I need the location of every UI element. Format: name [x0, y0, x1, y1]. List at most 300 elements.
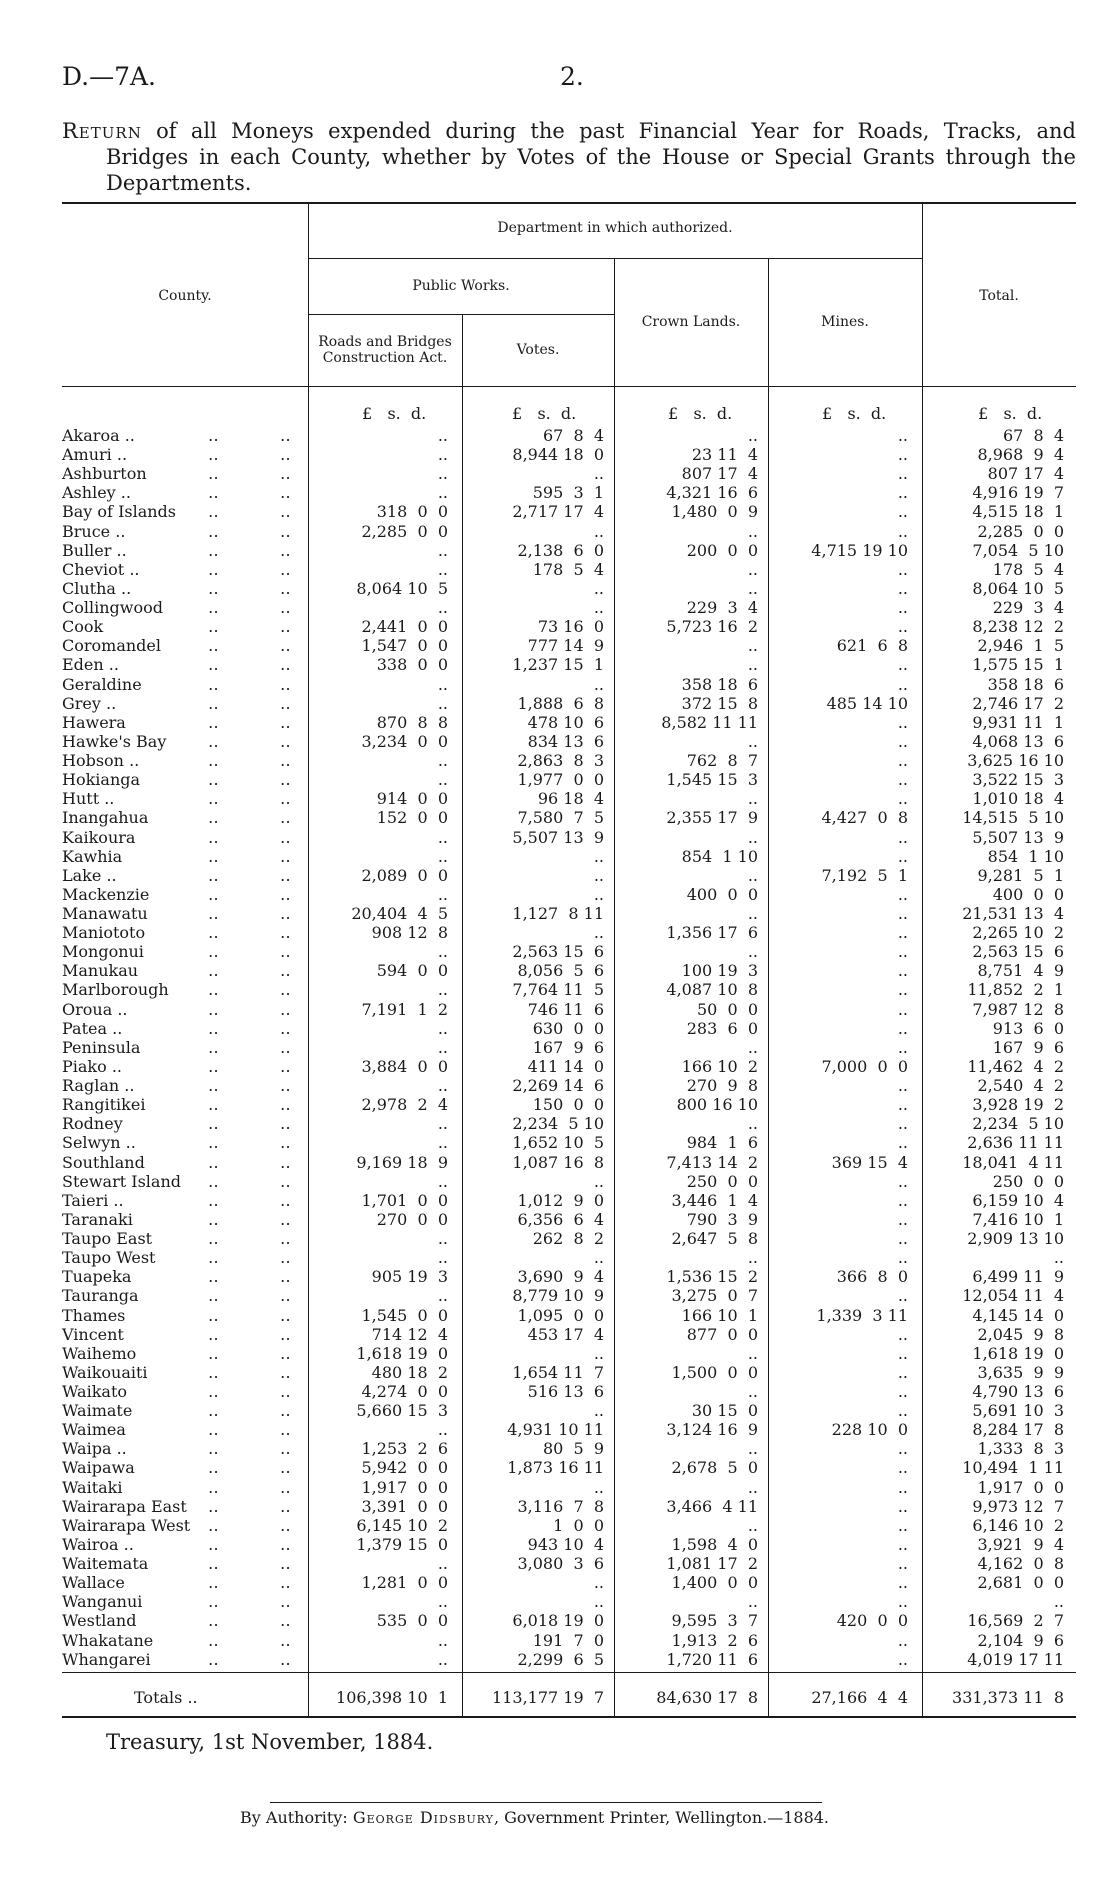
cell-mines: ..	[897, 1363, 908, 1382]
cell-total: 400 0 0	[992, 885, 1064, 904]
cell-crown: 358 18 6	[681, 675, 758, 694]
leader-dots: ․․	[208, 1286, 219, 1305]
cell-rb: ..	[437, 1592, 448, 1611]
cell-rb: ..	[437, 1229, 448, 1248]
leader-dots: ․․	[280, 1535, 291, 1554]
leader-dots: ․․	[280, 1401, 291, 1420]
leader-dots: ․․	[280, 598, 291, 617]
cell-rb: 5,942 0 0	[361, 1458, 448, 1477]
leader-dots: ․․	[280, 1650, 291, 1669]
cell-votes: 1,652 10 5	[512, 1133, 604, 1152]
leader-dots: ․․	[280, 1267, 291, 1286]
cell-crown: 1,598 4 0	[671, 1535, 758, 1554]
cell-mines: ..	[897, 1439, 908, 1458]
leader-dots: ․․	[280, 1306, 291, 1325]
cell-rb: ..	[437, 847, 448, 866]
totals-total: 331,373 11 8	[952, 1688, 1064, 1707]
leader-dots: ․․	[208, 1133, 219, 1152]
cell-crown: ..	[747, 1038, 758, 1057]
leader-dots: ․․	[280, 732, 291, 751]
county-name: Whangarei	[62, 1650, 151, 1669]
votes-header: Votes.	[516, 342, 560, 358]
leader-dots: ․․	[280, 1095, 291, 1114]
cell-rb: 2,441 0 0	[361, 617, 448, 636]
leader-dots: ․․	[280, 1000, 291, 1019]
cell-rb: ..	[437, 1076, 448, 1095]
cell-crown: 762 8 7	[686, 751, 758, 770]
cell-total: 250 0 0	[992, 1172, 1064, 1191]
cell-crown: 30 15 0	[691, 1401, 758, 1420]
leader-dots: ․․	[280, 980, 291, 999]
cell-votes: 8,056 5 6	[517, 961, 604, 980]
cell-total: 3,522 15 3	[972, 770, 1064, 789]
cell-rb: 6,145 10 2	[356, 1516, 448, 1535]
pw-rule	[308, 314, 614, 315]
cell-mines: 420 0 0	[836, 1611, 908, 1630]
cell-mines: ..	[897, 713, 908, 732]
cell-total: 18,041 4 11	[962, 1153, 1064, 1172]
cell-rb: 2,089 0 0	[361, 866, 448, 885]
leader-dots: ․․	[280, 1420, 291, 1439]
roads-bridges-header: Roads and Bridges Construction Act.	[318, 334, 452, 366]
county-name: Inangahua	[62, 808, 149, 827]
cell-crown: 100 19 3	[681, 961, 758, 980]
cell-crown: 790 3 9	[686, 1210, 758, 1229]
cell-total: 7,987 12 8	[972, 1000, 1064, 1019]
cell-mines: ..	[897, 464, 908, 483]
leader-dots: ․․	[280, 445, 291, 464]
cell-mines: ..	[897, 732, 908, 751]
cell-mines: 369 15 4	[831, 1153, 908, 1172]
crown-lands-header: Crown Lands.	[641, 314, 741, 330]
county-name: Eden ..	[62, 655, 119, 674]
cell-rb: 1,701 0 0	[361, 1191, 448, 1210]
cell-rb: 1,618 19 0	[356, 1344, 448, 1363]
cell-votes: 8,779 10 9	[512, 1286, 604, 1305]
totals-top-rule	[62, 1672, 1076, 1673]
cell-mines: ..	[897, 1535, 908, 1554]
leader-dots: ․․	[280, 1439, 291, 1458]
leader-dots: ․․	[208, 1420, 219, 1439]
county-name: Tuapeka	[62, 1267, 132, 1286]
cell-votes: 1,873 16 11	[507, 1458, 604, 1477]
cell-rb: 152 0 0	[376, 808, 448, 827]
cell-total: 12,054 11 4	[962, 1286, 1064, 1305]
cell-votes: 178 5 4	[532, 560, 604, 579]
cell-mines: ..	[897, 675, 908, 694]
cell-votes: ..	[593, 598, 604, 617]
leader-dots: ․․	[208, 1631, 219, 1650]
leader-dots: ․․	[280, 1382, 291, 1401]
cell-total: 4,068 13 6	[972, 732, 1064, 751]
county-name: Hawera	[62, 713, 126, 732]
leader-dots: ․․	[208, 1344, 219, 1363]
leader-dots: ․․	[280, 942, 291, 961]
cell-votes: 630 0 0	[532, 1019, 604, 1038]
leader-dots: ․․	[208, 789, 219, 808]
cell-crown: 50 0 0	[696, 1000, 758, 1019]
leader-dots: ․․	[208, 1592, 219, 1611]
cell-total: 2,563 15 6	[972, 942, 1064, 961]
cell-total: 1,917 0 0	[977, 1478, 1064, 1497]
cell-rb: 3,234 0 0	[361, 732, 448, 751]
cell-rb: 2,978 2 4	[361, 1095, 448, 1114]
leader-dots: ․․	[280, 1153, 291, 1172]
cell-mines: ..	[897, 1172, 908, 1191]
public-works-header: Public Works.	[412, 278, 510, 294]
cell-total: 14,515 5 10	[962, 808, 1064, 827]
cell-mines: ..	[897, 1478, 908, 1497]
cell-votes: 834 13 6	[527, 732, 604, 751]
units-total: £ s. d.	[978, 404, 1043, 423]
leader-dots: ․․	[280, 828, 291, 847]
cell-rb: 8,064 10 5	[356, 579, 448, 598]
cell-total: 4,145 14 0	[972, 1306, 1064, 1325]
cell-mines: ..	[897, 1573, 908, 1592]
county-name: Taupo West	[62, 1248, 156, 1267]
cell-rb: 714 12 4	[371, 1325, 448, 1344]
leader-dots: ․․	[208, 808, 219, 827]
leader-dots: ․․	[280, 1363, 291, 1382]
cell-crown: ..	[747, 560, 758, 579]
cell-total: 3,635 9 9	[977, 1363, 1064, 1382]
cell-votes: 73 16 0	[537, 617, 604, 636]
cell-mines: ..	[897, 1325, 908, 1344]
leader-dots: ․․	[280, 694, 291, 713]
leader-dots: ․․	[280, 713, 291, 732]
county-name: Mackenzie	[62, 885, 150, 904]
county-name: Hobson ..	[62, 751, 140, 770]
cell-total: 178 5 4	[992, 560, 1064, 579]
leader-dots: ․․	[208, 1611, 219, 1630]
cell-crown: 984 1 6	[686, 1133, 758, 1152]
cell-votes: 191 7 0	[532, 1631, 604, 1650]
leader-dots: ․․	[208, 1114, 219, 1133]
leader-dots: ․․	[208, 1248, 219, 1267]
cell-rb: ..	[437, 1019, 448, 1038]
cell-mines: 228 10 0	[831, 1420, 908, 1439]
cell-total: 1,010 18 4	[972, 789, 1064, 808]
title-line1: of all Moneys expended during the past Financial Year for Roads, Tracks, and	[141, 119, 1076, 143]
cell-mines: ..	[897, 885, 908, 904]
cell-rb: ..	[437, 675, 448, 694]
cell-total: 2,946 1 5	[977, 636, 1064, 655]
leader-dots: ․․	[280, 1057, 291, 1076]
cell-votes: ..	[593, 1344, 604, 1363]
leader-dots: ․․	[208, 617, 219, 636]
leader-dots: ․․	[280, 1076, 291, 1095]
cell-rb: ..	[437, 1114, 448, 1133]
mines-header: Mines.	[821, 314, 869, 330]
cell-votes: 516 13 6	[527, 1382, 604, 1401]
cell-mines: ..	[897, 961, 908, 980]
cell-rb: 338 0 0	[376, 655, 448, 674]
cell-total: 6,159 10 4	[972, 1191, 1064, 1210]
cell-mines: ..	[897, 522, 908, 541]
cell-rb: 5,660 15 3	[356, 1401, 448, 1420]
cell-crown: 1,500 0 0	[671, 1363, 758, 1382]
cell-crown: ..	[747, 1114, 758, 1133]
cell-mines: ..	[897, 942, 908, 961]
cell-rb: ..	[437, 751, 448, 770]
cell-mines: ..	[897, 1554, 908, 1573]
county-name: Waimate	[62, 1401, 133, 1420]
leader-dots: ․․	[280, 617, 291, 636]
cell-crown: 2,355 17 9	[666, 808, 758, 827]
leader-dots: ․․	[208, 1516, 219, 1535]
cell-rb: 2,285 0 0	[361, 522, 448, 541]
cell-total: 1,618 19 0	[972, 1344, 1064, 1363]
cell-crown: 807 17 4	[681, 464, 758, 483]
county-name: Wairarapa West	[62, 1516, 191, 1535]
cell-rb: 3,391 0 0	[361, 1497, 448, 1516]
cell-votes: 7,580 7 5	[517, 808, 604, 827]
leader-dots: ․․	[280, 655, 291, 674]
cell-rb: ..	[437, 1038, 448, 1057]
leader-dots: ․․	[208, 1019, 219, 1038]
cell-mines: ..	[897, 1382, 908, 1401]
county-name: Kaikoura	[62, 828, 136, 847]
cell-total: 3,625 16 10	[967, 751, 1064, 770]
county-name: Piako ..	[62, 1057, 123, 1076]
cell-rb: 914 0 0	[376, 789, 448, 808]
county-name: Cheviot ..	[62, 560, 140, 579]
cell-total: 8,238 12 2	[972, 617, 1064, 636]
leader-dots: ․․	[280, 1592, 291, 1611]
cell-total: 1,575 15 1	[972, 655, 1064, 674]
county-name: Cook	[62, 617, 104, 636]
county-name: Patea ..	[62, 1019, 123, 1038]
county-name: Ashburton	[62, 464, 147, 483]
leader-dots: ․․	[280, 885, 291, 904]
cell-total: 8,968 9 4	[977, 445, 1064, 464]
cell-mines: ..	[897, 1650, 908, 1669]
cell-crown: ..	[747, 1344, 758, 1363]
cell-rb: 1,281 0 0	[361, 1573, 448, 1592]
leader-dots: ․․	[280, 1344, 291, 1363]
county-name: Rangitikei	[62, 1095, 146, 1114]
county-name: Marlborough	[62, 980, 169, 999]
cell-crown: 2,678 5 0	[671, 1458, 758, 1477]
cell-votes: ..	[593, 1172, 604, 1191]
cell-total: 9,281 5 1	[977, 866, 1064, 885]
county-name: Waitemata	[62, 1554, 149, 1573]
cell-votes: 2,269 14 6	[512, 1076, 604, 1095]
cell-rb: ..	[437, 770, 448, 789]
cell-mines: ..	[897, 1133, 908, 1152]
leader-dots: ․․	[208, 1210, 219, 1229]
leader-dots: ․․	[280, 1611, 291, 1630]
cell-total: 2,045 9 8	[977, 1325, 1064, 1344]
cell-total: 16,569 2 7	[967, 1611, 1064, 1630]
leader-dots: ․․	[208, 1650, 219, 1669]
cell-mines: ..	[897, 923, 908, 942]
cell-crown: 1,400 0 0	[671, 1573, 758, 1592]
cell-crown: ..	[747, 1382, 758, 1401]
leader-dots: ․․	[280, 1325, 291, 1344]
cell-mines: ..	[897, 502, 908, 521]
cell-crown: ..	[747, 655, 758, 674]
cell-mines: ..	[897, 483, 908, 502]
county-name: Waipa ..	[62, 1439, 127, 1458]
cell-crown: ..	[747, 942, 758, 961]
cell-mines: ..	[897, 1229, 908, 1248]
cell-votes: 6,356 6 4	[517, 1210, 604, 1229]
cell-mines: ..	[897, 1095, 908, 1114]
leader-dots: ․․	[208, 1325, 219, 1344]
cell-mines: ..	[897, 980, 908, 999]
cell-votes: 2,717 17 4	[512, 502, 604, 521]
cell-rb: 3,884 0 0	[361, 1057, 448, 1076]
cell-votes: 1,095 0 0	[517, 1306, 604, 1325]
cell-votes: ..	[593, 579, 604, 598]
county-name: Mongonui	[62, 942, 144, 961]
leader-dots: ․․	[208, 483, 219, 502]
county-name: Hawke's Bay	[62, 732, 167, 751]
cell-rb: 480 18 2	[371, 1363, 448, 1382]
leader-dots: ․․	[208, 1497, 219, 1516]
county-name: Bay of Islands	[62, 502, 177, 521]
cell-total: 2,909 13 10	[967, 1229, 1064, 1248]
cell-rb: 318 0 0	[376, 502, 448, 521]
cell-votes: 3,116 7 8	[517, 1497, 604, 1516]
cell-rb: 1,379 15 0	[356, 1535, 448, 1554]
leader-dots: ․․	[280, 808, 291, 827]
cell-mines: 7,000 0 0	[821, 1057, 908, 1076]
leader-dots: ․․	[208, 980, 219, 999]
cell-votes: ..	[593, 464, 604, 483]
cell-total: 2,540 4 2	[977, 1076, 1064, 1095]
cell-total: 2,746 17 2	[972, 694, 1064, 713]
leader-dots: ․․	[208, 751, 219, 770]
leader-dots: ․․	[280, 847, 291, 866]
cell-rb: ..	[437, 1420, 448, 1439]
county-name: Coromandel	[62, 636, 161, 655]
cell-votes: 4,931 10 11	[507, 1420, 604, 1439]
cell-crown: 4,087 10 8	[666, 980, 758, 999]
cell-crown: ..	[747, 828, 758, 847]
county-name: Selwyn ..	[62, 1133, 136, 1152]
cell-total: 2,234 5 10	[972, 1114, 1064, 1133]
leader-dots: ․․	[280, 923, 291, 942]
cell-crown: 9,595 3 7	[671, 1611, 758, 1630]
cell-votes: 1,012 9 0	[517, 1191, 604, 1210]
cell-total: 167 9 6	[992, 1038, 1064, 1057]
county-name: Geraldine	[62, 675, 142, 694]
county-name: Akaroa ..	[62, 426, 135, 445]
cell-crown: ..	[747, 522, 758, 541]
leader-dots: ․․	[208, 828, 219, 847]
cell-votes: 7,764 11 5	[512, 980, 604, 999]
leader-dots: ․․	[280, 579, 291, 598]
cell-mines: ..	[897, 655, 908, 674]
leader-dots: ․․	[208, 1057, 219, 1076]
cell-total: 5,507 13 9	[972, 828, 1064, 847]
leader-dots: ․․	[208, 1000, 219, 1019]
cell-crown: 200 0 0	[686, 541, 758, 560]
cell-crown: 372 15 8	[681, 694, 758, 713]
title-line2: Bridges in each County, whether by Votes of the House or Special Grants through the	[106, 145, 1076, 169]
county-name: Whakatane	[62, 1631, 154, 1650]
leader-dots: ․․	[280, 1554, 291, 1573]
cell-votes: ..	[593, 1478, 604, 1497]
leader-dots: ․․	[208, 885, 219, 904]
header-bottom-rule	[62, 386, 1076, 387]
authority-prefix: By Authority:	[240, 1808, 353, 1827]
units-votes: £ s. d.	[512, 404, 577, 423]
cell-votes: 746 11 6	[527, 1000, 604, 1019]
county-name: Lake ..	[62, 866, 117, 885]
cell-rb: 1,547 0 0	[361, 636, 448, 655]
county-name: Kawhia	[62, 847, 123, 866]
leader-dots: ․․	[208, 1191, 219, 1210]
cell-rb: 1,917 0 0	[361, 1478, 448, 1497]
county-name: Raglan ..	[62, 1076, 135, 1095]
leader-dots: ․․	[208, 636, 219, 655]
cell-votes: 3,690 9 4	[517, 1267, 604, 1286]
cell-rb: 870 8 8	[376, 713, 448, 732]
cell-votes: 943 10 4	[527, 1535, 604, 1554]
cell-votes: 1,654 11 7	[512, 1363, 604, 1382]
cell-rb: 594 0 0	[376, 961, 448, 980]
leader-dots: ․․	[208, 1382, 219, 1401]
cell-rb: ..	[437, 1286, 448, 1305]
leader-dots: ․․	[208, 942, 219, 961]
cell-votes: ..	[593, 923, 604, 942]
cell-rb: 535 0 0	[376, 1611, 448, 1630]
table-top-rule	[62, 202, 1076, 204]
leader-dots: ․․	[280, 751, 291, 770]
cell-crown: ..	[747, 426, 758, 445]
cell-mines: ..	[897, 560, 908, 579]
county-name: Manawatu	[62, 904, 148, 923]
cell-mines: ..	[897, 751, 908, 770]
authority-suffix: , Government Printer, Wellington.—1884.	[493, 1808, 830, 1827]
cell-crown: 3,124 16 9	[666, 1420, 758, 1439]
cell-crown: 1,081 17 2	[666, 1554, 758, 1573]
leader-dots: ․․	[280, 770, 291, 789]
cell-votes: ..	[593, 1248, 604, 1267]
cell-crown: 7,413 14 2	[666, 1153, 758, 1172]
cell-total: 2,104 9 6	[977, 1631, 1064, 1650]
county-name: Waikato	[62, 1382, 128, 1401]
leader-dots: ․․	[208, 426, 219, 445]
units-rb: £ s. d.	[362, 404, 427, 423]
cell-votes: ..	[593, 1573, 604, 1592]
cell-crown: 283 6 0	[686, 1019, 758, 1038]
leader-dots: ․․	[208, 445, 219, 464]
total-header: Total.	[979, 288, 1019, 304]
leader-dots: ․․	[208, 1554, 219, 1573]
cell-crown: ..	[747, 579, 758, 598]
leader-dots: ․․	[208, 1401, 219, 1420]
cell-rb: ..	[437, 694, 448, 713]
treasury-date: Treasury, 1st November, 1884.	[106, 1730, 434, 1754]
cell-rb: ..	[437, 560, 448, 579]
cell-crown: 1,536 15 2	[666, 1267, 758, 1286]
cell-crown: 1,356 17 6	[666, 923, 758, 942]
cell-total: 9,931 11 1	[972, 713, 1064, 732]
cell-mines: 7,192 5 1	[821, 866, 908, 885]
cell-votes: 262 8 2	[532, 1229, 604, 1248]
cell-mines: ..	[897, 1038, 908, 1057]
cell-total: 9,973 12 7	[972, 1497, 1064, 1516]
cell-votes: 67 8 4	[542, 426, 604, 445]
leader-dots: ․․	[280, 1458, 291, 1477]
cell-votes: 8,944 18 0	[512, 445, 604, 464]
cell-rb: 20,404 4 5	[351, 904, 448, 923]
cell-crown: 250 0 0	[686, 1172, 758, 1191]
